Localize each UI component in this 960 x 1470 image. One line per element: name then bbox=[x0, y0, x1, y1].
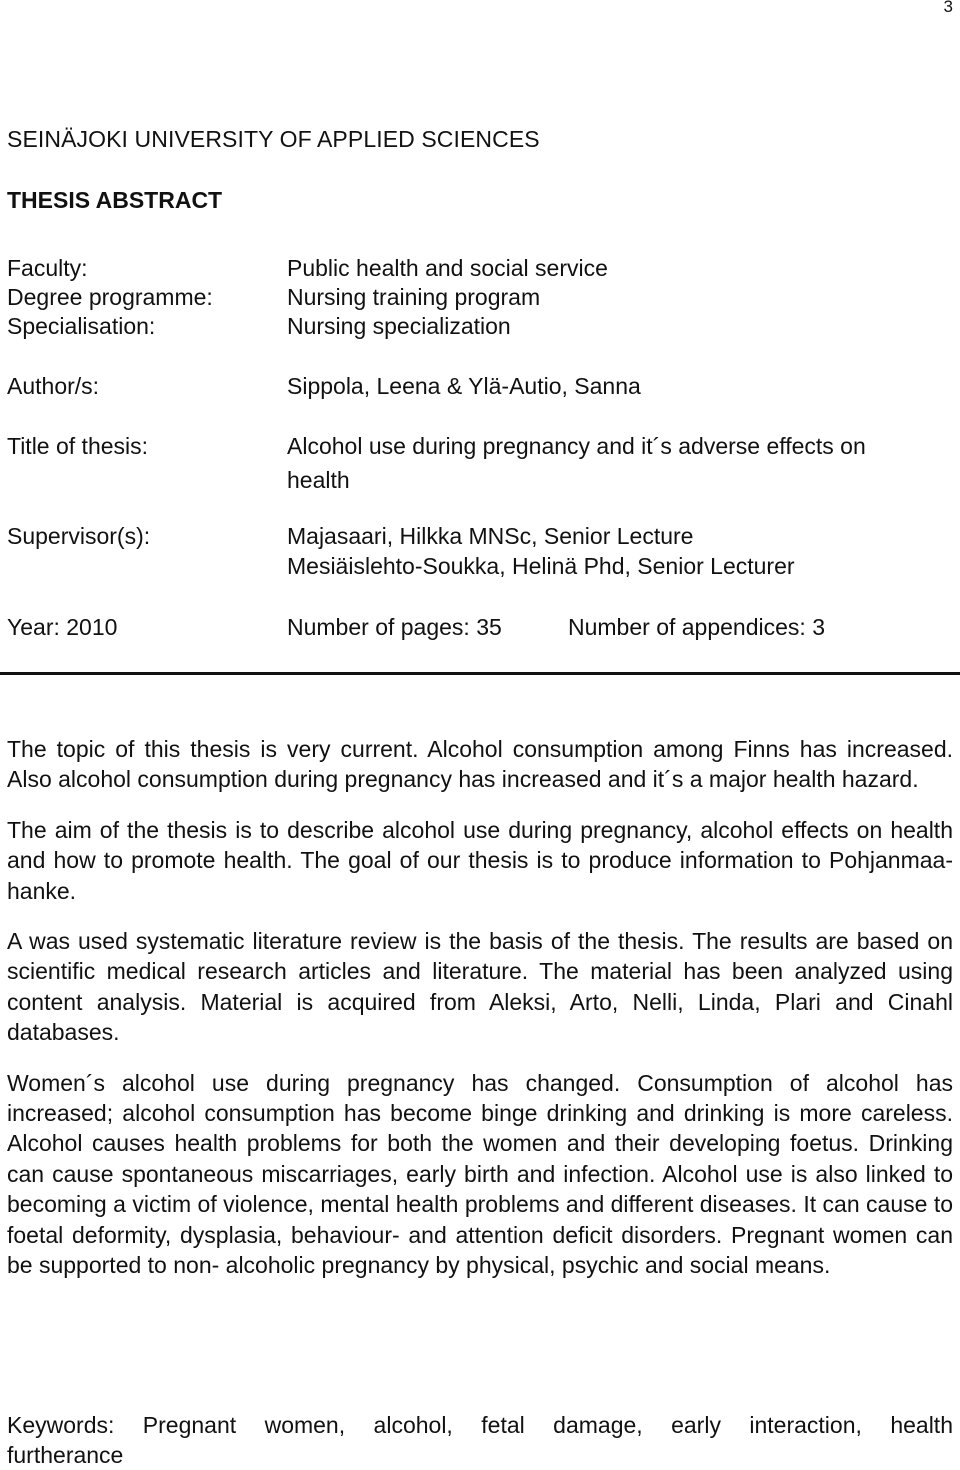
abstract-heading: THESIS ABSTRACT bbox=[7, 187, 223, 213]
abstract-paragraph-4: Women´s alcohol use during pregnancy has changed. Consumption of alcohol has increased; alcohol consumption has become binge drinking and drinking is more careless. Alcohol causes health problems for both the women and their developing foetus. Drinking can cause spontaneous miscarriages, early birth and infection. Alcohol use is also linked to becoming a victim of violence, mental health problems and different diseases. It can cause to foetal deformity, dysplasia, behaviour- and attention deficit disorders. Pregnant women can be supported to non- alcoholic pregnancy by physical, psychic and social means. bbox=[7, 1069, 953, 1279]
keywords bbox=[7, 1410, 953, 1470]
specialisation-value: Nursing specialization bbox=[287, 313, 511, 339]
university-name: SEINÄJOKI UNIVERSITY OF APPLIED SCIENCES bbox=[7, 126, 540, 152]
keywords-line1: Keywords: Pregnant women, alcohol, fetal damage, early interaction, health bbox=[7, 1412, 953, 1438]
keywords-line2: furtherance bbox=[7, 1442, 124, 1468]
degree-label: Degree programme: bbox=[7, 284, 213, 310]
supervisor-value-line1: Majasaari, Hilkka MNSc, Senior Lecture bbox=[287, 523, 694, 549]
title-value-line2: health bbox=[287, 467, 350, 493]
title-value-line1: Alcohol use during pregnancy and it´s adverse effects on bbox=[287, 433, 866, 459]
number-of-appendices: Number of appendices: 3 bbox=[568, 614, 825, 640]
faculty-value: Public health and social service bbox=[287, 255, 608, 281]
supervisor-label: Supervisor(s): bbox=[7, 523, 151, 549]
page-number: 3 bbox=[943, 0, 953, 16]
abstract-body bbox=[7, 734, 953, 1281]
faculty-label: Faculty: bbox=[7, 255, 88, 281]
title-label: Title of thesis: bbox=[7, 433, 149, 459]
supervisor-value-line2: Mesiäislehto-Soukka, Helinä Phd, Senior Lecturer bbox=[287, 553, 795, 579]
abstract-paragraph-1: The topic of this thesis is very current. Alcohol consumption among Finns has increased. Also alcohol consumption during pregnancy has increased and it´s a major health hazard. bbox=[7, 736, 953, 793]
year: Year: 2010 bbox=[7, 614, 118, 640]
abstract-paragraph-2: The aim of the thesis is to describe alcohol use during pregnancy, alcohol effects on health and how to promote health. The goal of our thesis is to produce information to Pohjanmaa- hanke. bbox=[7, 816, 953, 904]
author-value: Sippola, Leena & Ylä-Autio, Sanna bbox=[287, 373, 641, 399]
degree-value: Nursing training program bbox=[287, 284, 541, 310]
section-divider bbox=[0, 672, 960, 675]
specialisation-label: Specialisation: bbox=[7, 313, 156, 339]
abstract-paragraph-3: A was used systematic literature review is the basis of the thesis. The results are based on scientific medical research articles and literature. The material has been analyzed using content analysis. Material is acquired from Aleksi, Arto, Nelli, Linda, Plari and Cinahl databases. bbox=[7, 928, 953, 1046]
author-label: Author/s: bbox=[7, 373, 100, 399]
number-of-pages: Number of pages: 35 bbox=[287, 614, 502, 640]
